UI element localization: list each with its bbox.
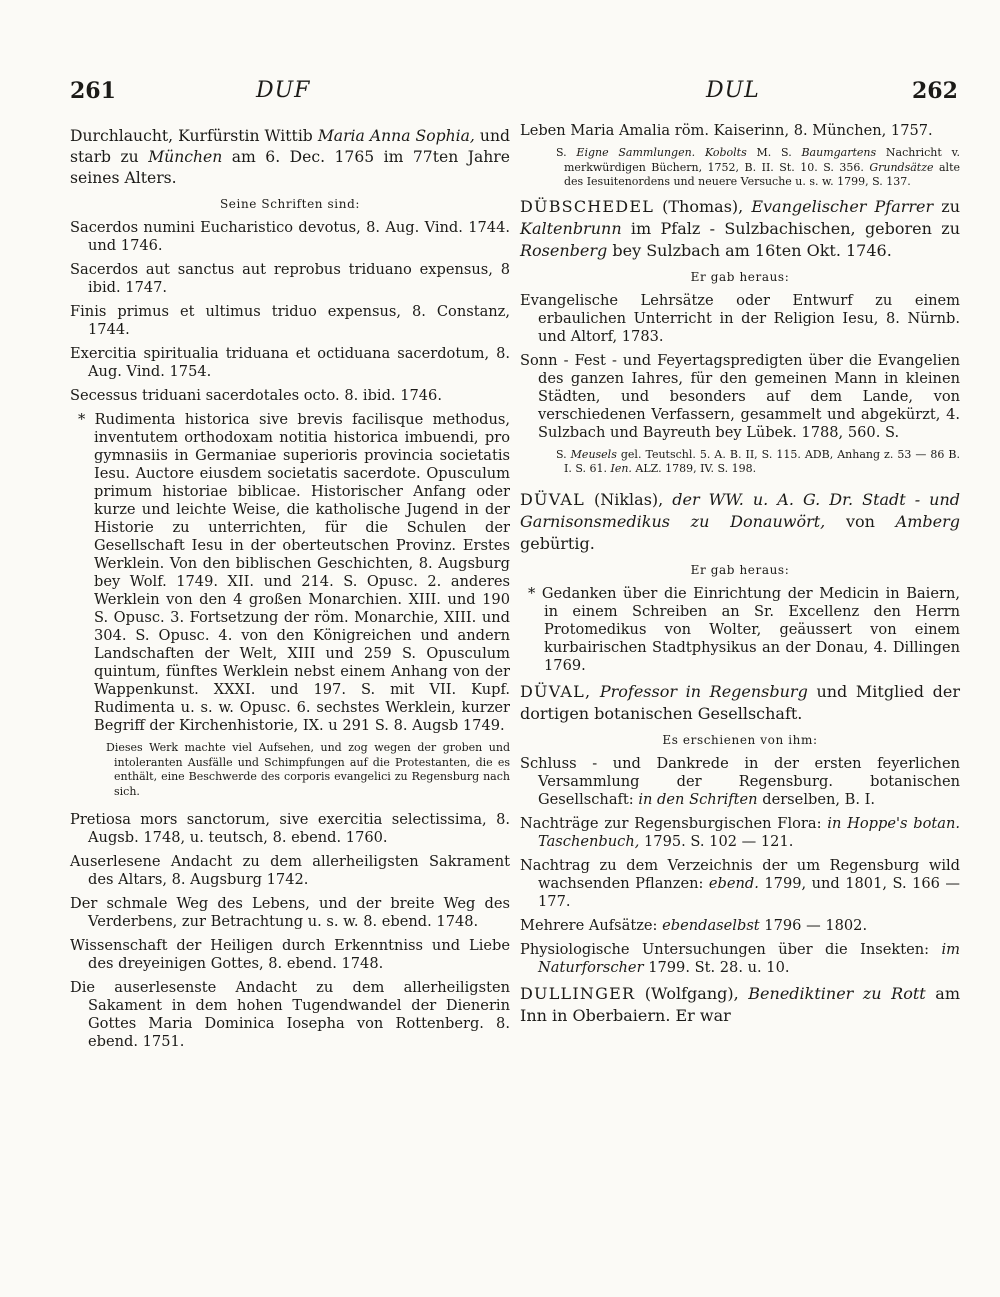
bibliography-entry: Auserlesene Andacht zu dem allerheiligsten Sakrament des Altars, 8. Augsburg 1742. [70,853,510,888]
bibliography-entry: Die auserlesenste Andacht zu dem allerheiligsten Sakament in dem hohen Tugendwandel der Dienerin Gottes Maria Dominica Iosepha von Rottenberg. 8. ebend. 1751. [70,979,510,1050]
bibliography-entry: Mehrere Aufsätze: ebendaselbst 1796 — 1802. [520,916,868,934]
bibliography-entry: Secessus triduani sacerdotales octo. 8. ibid. 1746. [70,387,442,404]
footnote: Dieses Werk machte viel Aufsehen, und zog wegen der groben und intoleranten Ausfälle und Schimpfungen auf die Protestanten, die es enthält, eine Beschwerde des corporis evangelici zu Regensburg nach sich. [106,741,510,798]
biography-entry-dullinger: DULLINGER (Wolfgang), Benediktiner zu Rott am Inn in Oberbaiern. Er war [520,983,960,1025]
biography-entry-duval-niklas: DÜVAL (Niklas), der WW. u. A. G. Dr. Stadt - und Garnisonsmedikus zu Donauwört, von Amberg gebürtig. [520,489,961,553]
bibliography-entry: Schluss - und Dankrede in der ersten feyerlichen Versammlung der Regensburg. botanischen Gesellschaft: in den Schriften derselben, B. I. [520,754,960,808]
page-number-left: 261 [70,78,116,104]
footnote: S. Meusels gel. Teutschl. 5. A. B. II, S. 115. ADB, Anhang z. 53 — 86 B. I. S. 61. Ien. ALZ. 1789, IV. S. 198. [556,447,960,475]
bibliography-entry: Nachträge zur Regensburgischen Flora: in Hoppe's botan. Taschenbuch, 1795. S. 102 — 121. [520,814,960,850]
page-header [0,78,1000,110]
bibliography-entry: Evangelische Lehrsätze oder Entwurf zu einem erbaulichen Unterricht in der Religion Iesu, 8. Nürnb. und Altorf, 1783. [520,291,960,345]
bibliography-entry: * Gedanken über die Einrichtung der Medicin in Baiern, in einem Schreiben an Sr. Excellenz den Herrn Protomedikus von Wolter, geäussert von einem kurbairischen Stadtphysikus an der Donau, 4. Dillingen 1769. [528,584,960,674]
bibliography-entry: Pretiosa mors sanctorum, sive exercitia selectissima, 8. Augsb. 1748, u. teutsch, 8. ebend. 1760. [70,811,510,846]
running-title-right: DUL [706,78,760,103]
published-heading: Er gab heraus: [690,562,790,577]
rudimenta-entry: * Rudimenta historica sive brevis facilisque methodus, inventutem orthodoxam notitia historica imbuendi, pro gymnasiis in Germaniae superioris provincia societatis Iesu. Auctore eiusdem societatis sacerdote. Opusculum primum historiae biblicae. Historischer Anfang oder kurze und leichte Weise, die katholische Jugend in der Historie zu unterrichten, für die Schulen der Gesellschaft Iesu in der oberteutschen Provinz. Erstes Werklein. Von den biblischen Geschichten, 8. Augsburg bey Wolf. 1749. XII. und 214. S. Opusc. 2. anderes Werklein von den 4 großen Monarchien. XIII. und 190 S. Opusc. 3. Fortsetzung der röm. Monarchie, XIII. und 304. S. Opusc. 4. von den Königreichen und andern Landschaften der Welt, XIII und 259 S. Opusculum quintum, fünftes Werklein nebst einem Anhang von der Wappenkunst. XXXI. und 197. S. mit VII. Kupf. Rudimenta u. s. w. Opusc. 6. sechstes Werklein, kurzer Begriff der Kirchenhistorie, IX. u 291 S. 8. Augsb 1749. [78,411,510,734]
bibliography-entry: Finis primus et ultimus triduo expensus, 8. Constanz, 1744. [70,303,510,338]
bibliography-entry: Exercitia spiritualia triduana et octiduana sacerdotum, 8. Aug. Vind. 1754. [70,345,510,380]
bibliography-entry: Sacerdos numini Eucharistico devotus, 8. Aug. Vind. 1744. und 1746. [70,219,510,254]
left-column [70,122,510,1057]
bibliography-entry: Sacerdos aut sanctus aut reprobus triduano expensus, 8 ibid. 1747. [70,261,510,296]
biography-entry-duval-regensburg: DÜVAL, Professor in Regensburg und Mitglied der dortigen botanischen Gesellschaft. [520,681,960,723]
appeared-heading: Es erschienen von ihm: [662,732,818,747]
biography-entry-duebschedel: DÜBSCHEDEL (Thomas), Evangelischer Pfarrer zu Kaltenbrunn im Pfalz - Sulzbachischen, geboren zu Rosenberg bey Sulzbach am 16ten Okt. 1746. [520,196,960,260]
bibliography-entry: Nachtrag zu dem Verzeichnis der um Regensburg wild wachsenden Pflanzen: ebend. 1799, und 1801, S. 166 — 177. [520,856,960,910]
published-heading: Er gab heraus: [690,269,790,284]
bibliography-entry: Wissenschaft der Heiligen durch Erkenntniss und Liebe des dreyeinigen Gottes, 8. ebend. 1748. [70,937,510,972]
footnote: S. Eigne Sammlungen. Kobolts M. S. Baumgartens Nachricht v. merkwürdigen Büchern, 1752, B. II. St. 10. S. 356. Grundsätze alte des Iesuitenordens und neuere Versuche u. s. w. 1799, S. 137. [556,146,960,188]
page-number-right: 262 [912,78,958,104]
writings-heading: Seine Schriften sind: [219,197,360,211]
running-title-left: DUF [256,78,311,103]
bibliography-entry: Sonn - Fest - und Feyertagspredigten über die Evangelien des ganzen Iahres, für den gemeinen Mann in kleinen Städten, und besonders auf dem Lande, von verschiedenen Verfassern, gesammelt und abgekürzt, 4. Sulzbach und Bayreuth bey Lübek. 1788, 560. S. [520,351,960,441]
right-column [520,122,960,1033]
continued-entry: Leben Maria Amalia röm. Kaiserinn, 8. München, 1757. [520,122,933,139]
intro-paragraph: Durchlaucht, Kurfürstin Wittib Maria Anna Sophia, und starb zu München am 6. Dec. 1765 im 77ten Jahre seines Alters. [70,127,510,187]
bibliography-entry: Der schmale Weg des Lebens, und der breite Weg des Verderbens, zur Betrachtung u. s. w. 8. ebend. 1748. [70,895,510,930]
bibliography-entry: Physiologische Untersuchungen über die Insekten: im Naturforscher 1799. St. 28. u. 10. [520,940,960,976]
